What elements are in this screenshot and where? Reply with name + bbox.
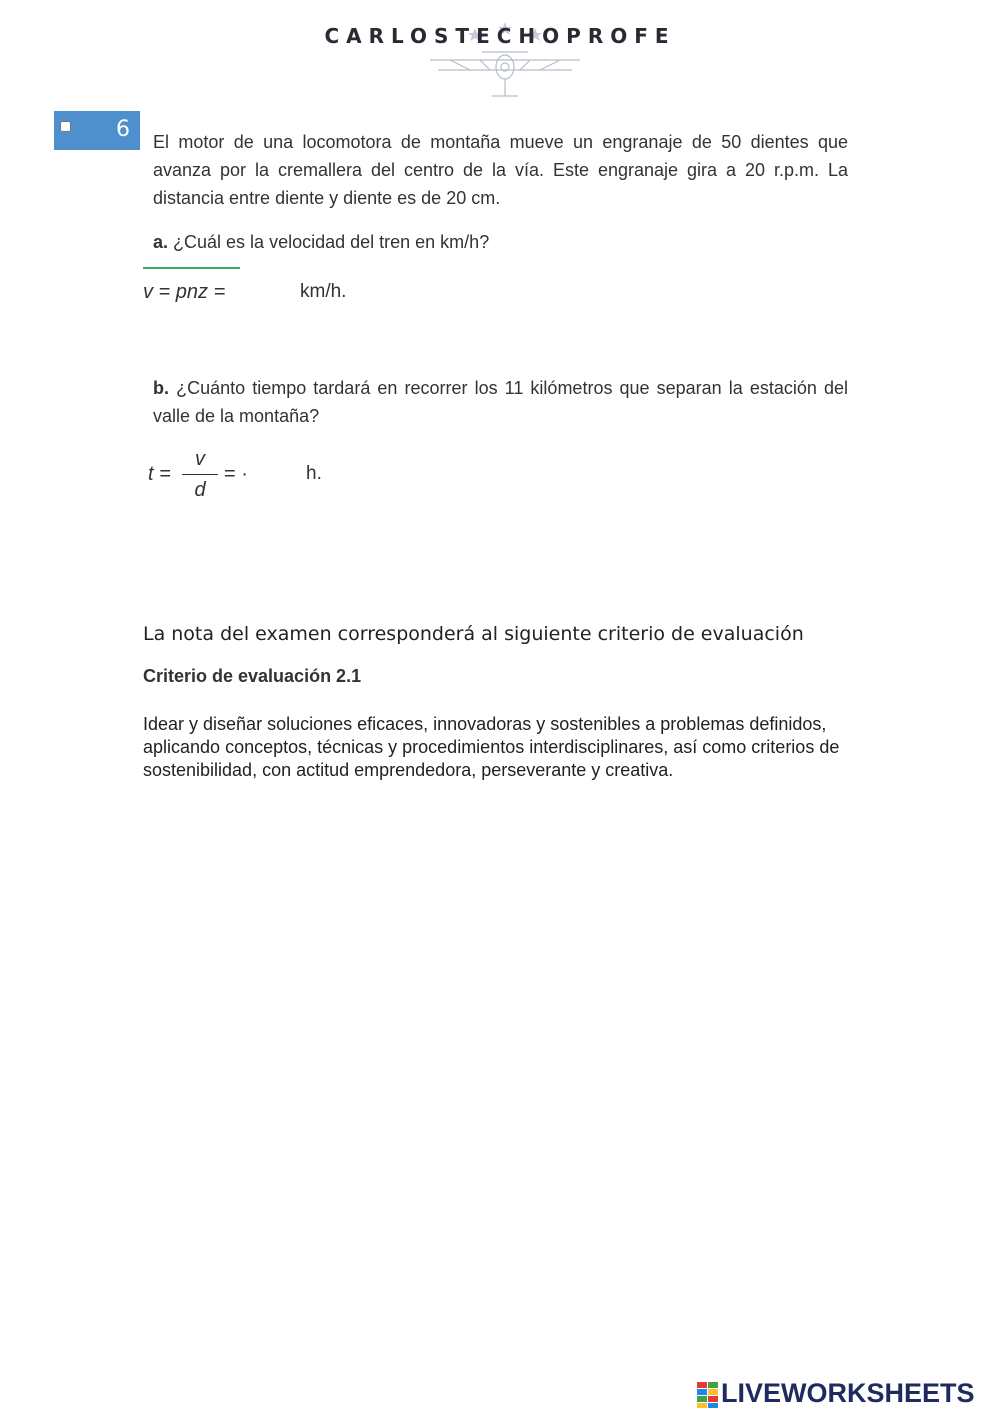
fraction-numerator: v	[195, 448, 205, 470]
part-a-question: ¿Cuál es la velocidad del tren en km/h?	[173, 232, 490, 252]
fraction-bar	[182, 474, 218, 475]
part-b-label: b.	[153, 378, 169, 398]
criterion-title: Criterio de evaluación 2.1	[143, 666, 362, 686]
criterion-description: Idear y diseñar soluciones eficaces, innovadoras y sostenibles a problemas definidos, aplicando conceptos, técnicas y procedimientos interdisciplinares, así como criterios de sostenibilidad, con actitud emprendedora, perseverante y creativa.	[143, 714, 840, 780]
part-a	[153, 232, 489, 253]
question-number: 6	[116, 117, 130, 142]
answer-underline	[143, 267, 240, 269]
question-checkbox[interactable]	[60, 121, 71, 132]
time-formula-rhs: = ·	[224, 463, 248, 485]
question-text: El motor de una locomotora de montaña mueve un engranaje de 50 dientes que avanza por la cremallera del centro de la vía. Este engranaje gira a 20 r.p.m. La distancia entre diente y diente es de 20 cm.	[153, 132, 848, 208]
part-a-label: a.	[153, 232, 169, 252]
question-badge	[54, 111, 140, 150]
time-unit: h.	[306, 463, 322, 484]
brand-title: CARLOSTECHOPROFE	[324, 24, 676, 48]
part-b-question: ¿Cuánto tiempo tardará en recorrer los 11 kilómetros que separan la estación del valle de la montaña?	[153, 378, 848, 426]
liveworksheets-wordmark: LIVEWORKSHEETS	[721, 1378, 975, 1408]
part-b	[153, 374, 848, 430]
velocity-unit: km/h.	[300, 281, 347, 302]
evaluation-note: La nota del examen corresponderá al siguiente criterio de evaluación	[143, 623, 804, 645]
time-formula-lhs: t =	[148, 463, 171, 485]
liveworksheets-icon	[697, 1382, 719, 1408]
velocity-formula: v = pnz =	[143, 281, 226, 303]
fraction-denominator: d	[194, 479, 206, 501]
time-fraction	[182, 448, 218, 502]
